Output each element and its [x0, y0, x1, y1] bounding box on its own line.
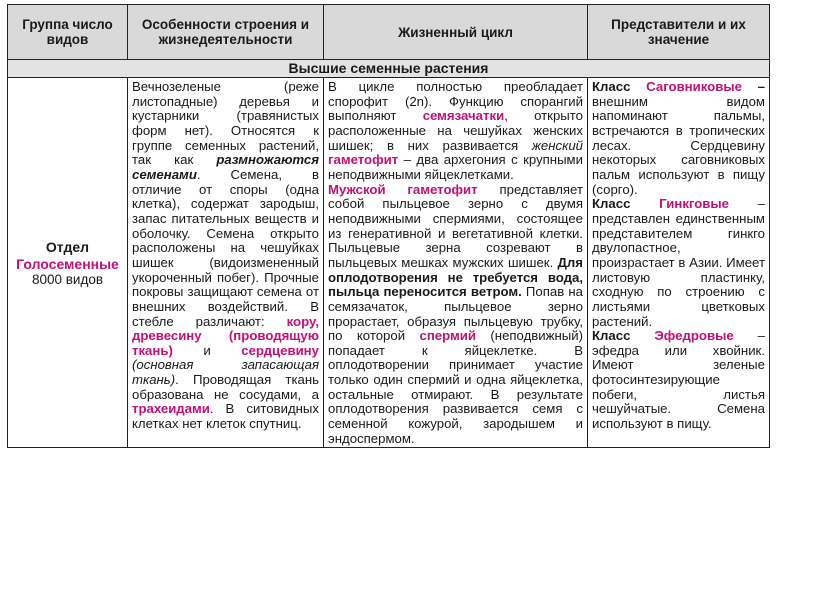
- lifecycle-female: женский: [531, 137, 583, 153]
- class-cycads: [592, 80, 765, 197]
- structure-text-9: . Проводящая ткань образована не сосудами, а: [132, 372, 319, 402]
- class-text: внешним видом напоминают пальмы, встречаются в тропических лесах. Сердцевину некоторых саговниковых пальм используют в пищу (сорго).: [592, 93, 765, 197]
- lifecycle-term-sperm: спермий: [419, 328, 476, 344]
- group-title: [12, 239, 123, 273]
- structure-term-pith: сердцевину: [241, 342, 319, 358]
- structure-text-3: . Семена, в отличие от споры (одна клетка), содержат зародыш, запас питательных веществ и оболочку. Семена открыто расположены на чешуйках шишек (видоизмененный укороченный побег). Прочные покровы защищают семена от внешних воздействий. В стебле различают:: [132, 166, 319, 329]
- lifecycle-text: (неподвижный) попадает к яйцеклетке. В оплодотворении принимает участие только один спермий и одна яйцеклетка, остальные отмирают. В результате оплодотворения развивается семя с семенной кожурой, зародышем и эндоспермом.: [328, 328, 583, 446]
- class-dash: –: [729, 196, 765, 212]
- group-prefix: Отдел: [45, 238, 90, 255]
- header-lifecycle: Жизненный цикл: [324, 5, 588, 60]
- group-name: Голосеменные: [16, 255, 119, 272]
- lifecycle-term-ovules: семязачатки: [422, 108, 505, 124]
- class-ephedra: [592, 329, 765, 432]
- representatives-cell: [588, 78, 770, 448]
- class-label: Класс: [592, 79, 631, 94]
- lifecycle-text: В цикле полностью преобладает спорофит (2n). Функцию спорангий выполняют: [328, 79, 583, 124]
- lifecycle-term-female-gametophyte: гаметофит: [328, 152, 399, 168]
- class-dash: –: [733, 328, 765, 344]
- structure-text-5: и: [172, 342, 242, 358]
- group-count: 8000 видов: [31, 271, 104, 287]
- class-ginkgo: [592, 197, 765, 329]
- lifecycle-text: представляет собой пыльцевое зерно с двумя неподвижными спермиями, состоящее из генеративной и вегетативной клетки. Пыльцевые зерна созревают в пыльцевых мешках мужских шишек.: [328, 181, 583, 270]
- lifecycle-text: , открыто расположенные на чешуйках женских шишек; в них развивается: [328, 108, 583, 153]
- biology-table: [7, 4, 770, 448]
- structure-term-bark: кору, древесину (проводящую ткань): [132, 313, 319, 358]
- class-dash: –: [741, 79, 765, 94]
- structure-text-11: . В ситовидных клетках нет клеток спутниц.: [132, 401, 319, 432]
- section-title: Высшие семенные растения: [8, 60, 770, 78]
- class-text: эфедра или хвойник. Имеют зеленые фотосинтезирующие побеги, листья чешуйчатые. Семена используют в пищу.: [592, 342, 765, 432]
- group-cell: [8, 78, 128, 448]
- lifecycle-cell: [324, 78, 588, 448]
- section-row: [8, 60, 770, 78]
- structure-term-tracheids: трахеидами: [132, 401, 210, 417]
- header-row: [8, 5, 770, 60]
- class-label: Класс: [592, 196, 631, 212]
- lifecycle-pollination-bold: Для оплодотворения не требуется вода, пыльца переносится ветром.: [328, 254, 583, 300]
- lifecycle-paragraph-2: [328, 183, 583, 447]
- lifecycle-paragraph-1: [328, 80, 583, 183]
- class-name: Саговниковые: [646, 79, 742, 94]
- lifecycle-text: – два архегония с крупными неподвижными яйцеклетками.: [328, 152, 583, 182]
- header-group: Группа число видов: [8, 5, 128, 60]
- class-name: Гинкговые: [659, 196, 729, 212]
- structure-pith-note: (основная запасающая ткань): [132, 357, 319, 388]
- header-representatives: Представители и их значение: [588, 5, 770, 60]
- class-label: Класс: [592, 328, 631, 344]
- header-structure: Особенности строения и жизнедеятельности: [128, 5, 324, 60]
- lifecycle-term-male-gametophyte: Мужской гаметофит: [328, 181, 478, 197]
- structure-cell: [128, 78, 324, 448]
- structure-text-1: Вечнозеленые (реже листопадные) деревья и кустарники (травянистых форм нет). Относятся к группе семенных растений, так как: [132, 79, 319, 168]
- gymnosperms-row: [8, 78, 770, 448]
- lifecycle-text: Попав на семязачаток, пыльцевое зерно прорастает, образуя пыльцевую трубку, по которой: [328, 284, 583, 344]
- class-text: представлен единственным представителем гинкго двулопастное, произрастает в Азии. Имеет листовую пластинку, сходную по строению с листьями цветковых растений.: [592, 210, 765, 329]
- structure-emph-seeds: размножаются семенами: [132, 152, 319, 182]
- class-name: Эфедровые: [654, 328, 734, 344]
